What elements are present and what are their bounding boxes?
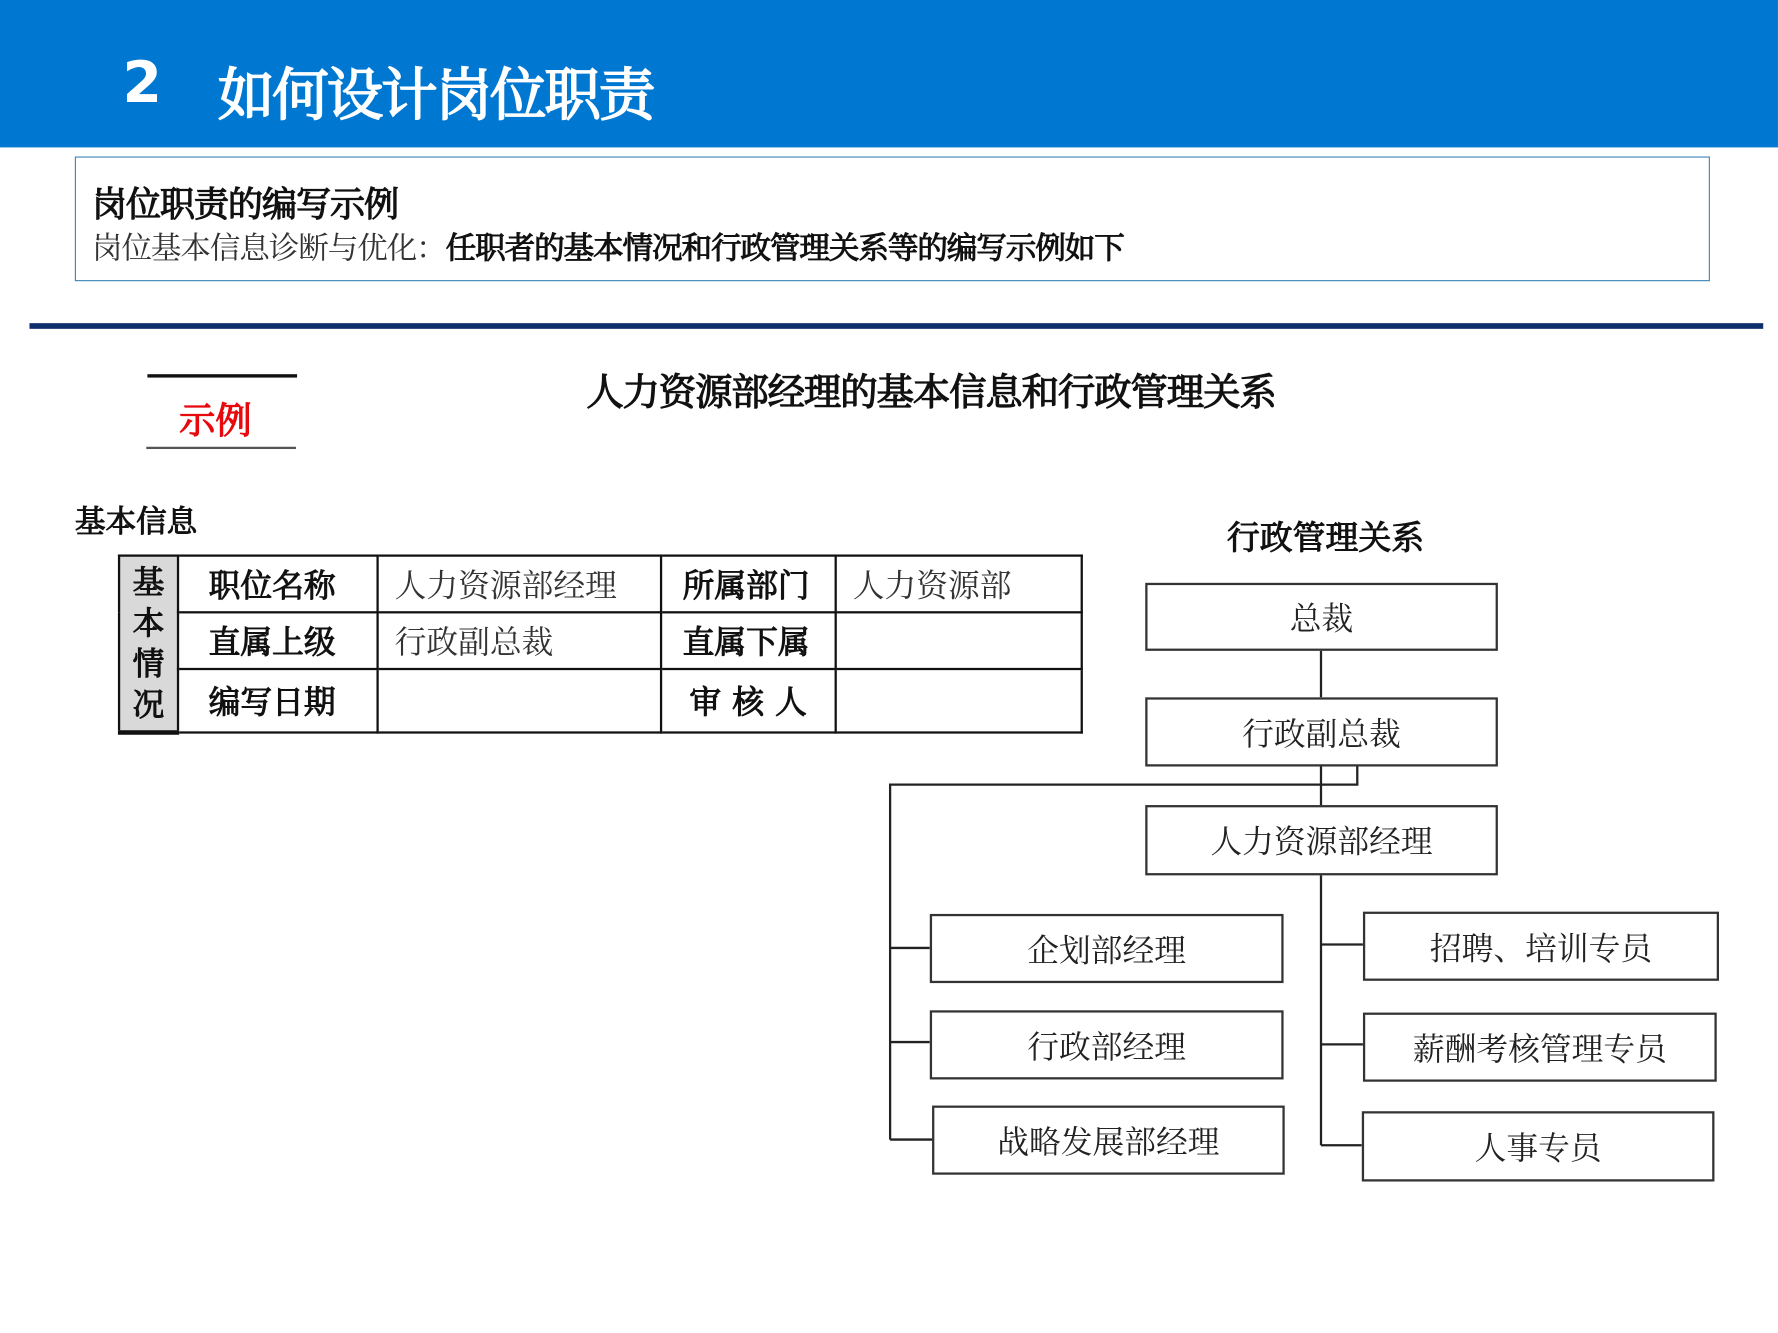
- page-title: 如何设计岗位职责: [217, 62, 654, 129]
- example-tag: 示例: [179, 399, 252, 443]
- basic-info-label: 基本信息: [74, 504, 198, 540]
- org-node-president: 总裁: [1145, 583, 1498, 651]
- cell-key: 直属上级: [178, 612, 378, 669]
- cell-key: 审 核 人: [661, 669, 836, 732]
- main-title: 人力资源部经理的基本信息和行政管理关系: [586, 369, 1276, 414]
- cell-key: 直属下属: [661, 612, 836, 669]
- org-node-peer: 行政部经理: [930, 1010, 1284, 1079]
- org-node-peer: 企划部经理: [930, 914, 1284, 983]
- org-node-subordinate: 薪酬考核管理专员: [1363, 1013, 1717, 1082]
- cell-value: 人力资源部: [836, 556, 1082, 613]
- intro-title: 岗位职责的编写示例: [91, 184, 398, 226]
- org-node-subordinate: 人事专员: [1362, 1111, 1715, 1181]
- org-node-subordinate: 招聘、培训专员: [1363, 912, 1719, 981]
- cell-key: 所属部门: [661, 556, 836, 613]
- subtitle-prefix: 岗位基本信息诊断与优化：: [91, 231, 446, 267]
- subtitle-bold: 任职者的基本情况和行政管理关系等的编写示例如下: [445, 231, 1124, 267]
- cell-value: 人力资源部经理: [378, 556, 661, 613]
- cell-key: 职位名称: [178, 556, 378, 613]
- org-node-peer: 战略发展部经理: [932, 1106, 1285, 1175]
- org-chart-title: 行政管理关系: [1226, 518, 1425, 557]
- side-char: 情: [132, 644, 165, 683]
- side-char: 况: [132, 685, 165, 723]
- side-char: 基: [132, 562, 165, 601]
- org-node-hr-manager: 人力资源部经理: [1145, 805, 1498, 875]
- side-char: 本: [132, 603, 165, 642]
- cell-value: 行政副总裁: [378, 612, 661, 669]
- section-number: 2: [122, 49, 162, 116]
- org-node-vp: 行政副总裁: [1145, 697, 1498, 766]
- cell-key: 编写日期: [178, 669, 378, 732]
